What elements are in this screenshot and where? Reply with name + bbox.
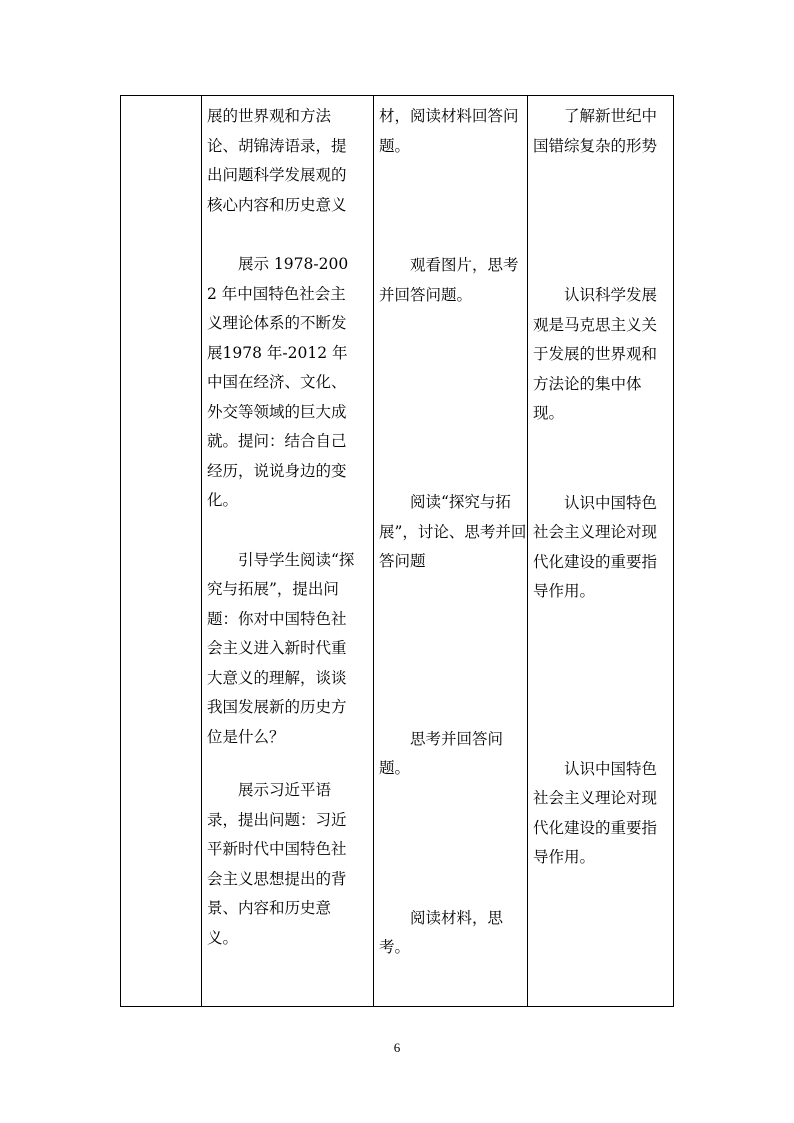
design-intent-3: 认识中国特色社会主义理论对现代化建设的重要指导作用。 [533,493,658,600]
student-activity-3: 阅读“探究与拓展”，讨论、思考并回答问题 [379,493,527,570]
table-cell-student-activity [374,96,528,1007]
design-intent-4: 认识中国特色社会主义理论对现代化建设的重要指导作用。 [533,759,658,866]
table-cell-design-intent [528,96,674,1007]
teacher-activity-1: 展的世界观和方法论、胡锦涛语录，提出问题科学发展观的核心内容和历史意义 [207,107,347,214]
design-intent-2: 认识科学发展观是马克思主义关于发展的世界观和方法论的集中体现。 [533,286,658,422]
lesson-plan-table [120,95,674,1007]
teacher-activity-3: 引导学生阅读“探究与拓展”，提出问题：你对中国特色社会主义进入新时代重大意义的理解，谈谈我国发展新的历史方位是什么？ [207,550,355,746]
student-activity-4: 思考并回答问题。 [379,729,504,777]
design-intent-1: 了解新世纪中国错综复杂的形势 [533,107,658,155]
student-activity-1: 材，阅读材料回答问题。 [379,107,519,155]
table-row [121,96,674,1007]
table-cell-section [121,96,202,1007]
page-number: 6 [393,1040,401,1055]
student-activity-2: 观看图片，思考并回答问题。 [379,256,519,304]
teacher-activity-2: 展示 1978-2002 年中国特色社会主义理论体系的不断发展1978 年-2012 年中国在经济、文化、外交等领域的巨大成就。提问：结合自己经历，说说身边的变化。 [207,255,349,509]
table-cell-teacher-activity [202,96,374,1007]
teacher-activity-4: 展示习近平语录，提出问题：习近平新时代中国特色社会主义思想提出的背景、内容和历史意义。 [207,781,347,947]
student-activity-5: 阅读材料，思考。 [379,908,504,956]
